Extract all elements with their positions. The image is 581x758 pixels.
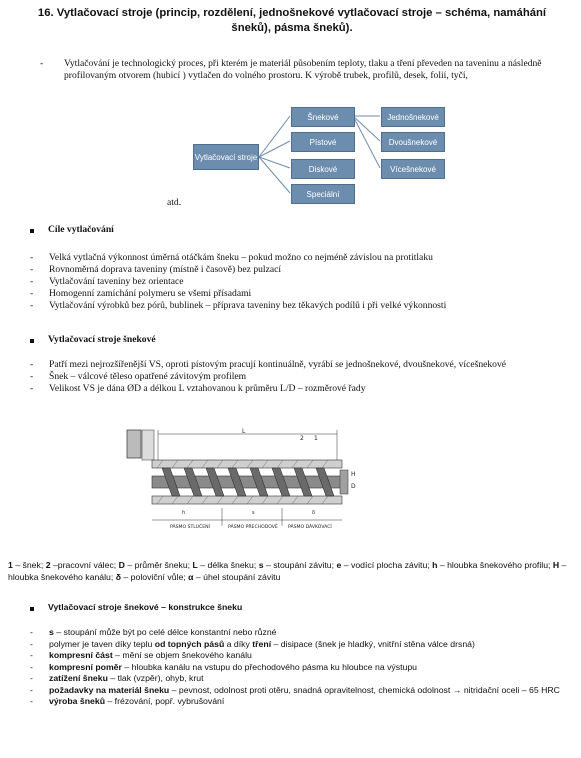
bold-term: kompresní poměr	[49, 661, 122, 672]
section-heading-konstrukce: Vytlačovací stroje šnekové – konstrukce šneku	[48, 602, 243, 612]
intro-text: Vytlačování je technologický proces, při kterém je materiál působením teploty, tlaku a tření převeden na taveninu a následně profilovaným otvorem (hubicí ) vytlačen do volného prostoru. K výrobě trubek, profilů, desek, folií, tyčí,	[64, 58, 542, 81]
diagram-type-diskove: Diskové	[291, 159, 355, 179]
bold-term: tření	[252, 638, 272, 649]
etc-text: atd.	[167, 197, 182, 208]
list-item: - Velikost VS je dána ØD a délkou L vztahovanou k průměru L/D – rozměrové řady	[30, 383, 578, 395]
list-item: - Šnek – válcové těleso opatřené závitovým profilem	[30, 371, 578, 383]
screw-drawing	[122, 426, 362, 541]
text-run: – tlak (vzpěr), ohyb, krut	[107, 673, 204, 683]
bold-term: od topných pásů	[154, 638, 225, 649]
diagram-subtype-dvousnekove: Dvoušnekové	[381, 132, 445, 152]
bullet-square	[30, 339, 34, 343]
list-item: - Vytlačování výrobků bez pórů, bublinek – příprava taveniny bez těkavých podílů i při velké výkonnosti	[30, 300, 575, 312]
page-title: 16. Vytlačovací stroje (princip, rozdělení, jednošnekové vytlačovací stroje – schéma, namáhání šneků), pásma šneků).	[37, 7, 547, 34]
text-run: – stoupání závitu;	[263, 560, 337, 570]
bold-term: δ	[115, 571, 121, 582]
figure-caption	[8, 560, 573, 583]
list-item: - Homogenní zamíchání polymeru se všemi přísadami	[30, 288, 575, 300]
label-delta: δ	[312, 510, 316, 516]
text-run: – frézování, popř. vybrušování	[105, 696, 225, 706]
list-item: - Rovnoměrná doprava taveniny (místně i časově) bez pulzací	[30, 264, 575, 276]
list-item	[30, 685, 575, 697]
list-dash: -	[40, 58, 44, 69]
text-run: – vodící plocha závitu;	[341, 560, 433, 570]
label-h-lower: h	[182, 510, 186, 516]
text-run: – hloubka šnekového profilu;	[437, 560, 553, 570]
extruder-classification-diagram	[0, 100, 581, 210]
bold-term: e	[336, 560, 342, 570]
diagram-root-box: Vytlačovací stroje	[193, 144, 259, 170]
bold-term: s	[258, 560, 264, 570]
intro-paragraph	[40, 58, 570, 82]
text-run: – disipace (šnek je hladký, vnitřní stěna válce drsná)	[271, 638, 475, 649]
text-run: – stoupání může být po celé délce konstantní nebo různé	[53, 627, 277, 637]
text-run: – délka šneku;	[197, 560, 259, 570]
bold-term: 1	[8, 560, 13, 570]
bold-term: zatížení šneku	[49, 673, 108, 683]
section-heading-ciele: Cíle vytlačování	[48, 224, 114, 235]
list-item: - Vytlačování taveniny bez orientace	[30, 276, 575, 288]
list-item	[30, 696, 575, 708]
diagram-subtype-jednosnekove: Jednošnekové	[381, 107, 445, 127]
text-run: – šnek;	[12, 560, 46, 570]
goals-list	[30, 252, 575, 312]
label-d: D	[351, 483, 356, 490]
screw-construction-list	[30, 627, 575, 708]
text-run: – poloviční vůle;	[121, 571, 189, 582]
dimension-label-l: L	[242, 428, 246, 435]
screw-extruder-list	[30, 359, 578, 395]
bold-term: α	[188, 571, 194, 582]
text-run: a díky	[224, 638, 253, 649]
bold-term: požadavky na materiál šneku	[49, 684, 170, 695]
label-2: 2	[300, 435, 304, 442]
diagram-type-specialni: Speciální	[291, 184, 355, 204]
text-run: polymer je taven díky teplu	[49, 638, 155, 649]
zone-transition: PÁSMO PŘECHODOVÉ	[228, 525, 278, 530]
zone-metering: PÁSMO DÁVKOVACÍ	[288, 525, 332, 530]
diagram-type-pistove: Pístové	[291, 132, 355, 152]
label-s: s	[252, 510, 255, 516]
bold-term: H	[552, 560, 560, 570]
list-item	[30, 662, 575, 674]
list-item	[30, 639, 575, 651]
text-run: – pevnost, odolnost proti otěru, snadná opravitelnost, chemická odolnost → nitridační oceli – 65 HRC	[169, 684, 560, 695]
diagram-subtype-vicesnekove: Vícešnekové	[381, 159, 445, 179]
label-1: 1	[314, 435, 318, 442]
list-item	[30, 627, 575, 639]
bold-term: D	[118, 560, 125, 570]
bold-term: h	[432, 560, 438, 570]
list-item: - Patří mezi nejrozšířenější VS, oproti pístovým pracují kontinuálně, vyrábí se jednošnekové, dvoušnekové, vícešnekové	[30, 359, 578, 371]
diagram-type-snekove: Šnekové	[291, 107, 355, 127]
list-item	[30, 650, 575, 662]
section-heading-snekove: Vytlačovací stroje šnekové	[48, 334, 156, 345]
bullet-square	[30, 607, 34, 611]
label-h-upper: H	[351, 471, 356, 478]
bold-term: s	[49, 627, 54, 637]
list-item: - Velká vytlačná výkonnost úměrná otáčkám šneku – pokud možno co nejméně závislou na protitlaku	[30, 252, 575, 264]
text-run: –pracovní válec;	[50, 560, 119, 570]
bold-term: L	[192, 560, 198, 570]
bold-term: 2	[45, 560, 51, 570]
text-run: – úhel stoupání závitu	[193, 571, 281, 582]
bold-term: kompresní část	[49, 650, 113, 660]
text-run: – hloubka kanálu na vstupu do přechodového pásma ku hloubce na výstupu	[121, 661, 418, 672]
text-run: – hloubka šnekového kanálu;	[8, 560, 567, 582]
zone-feed: PÁSMO STLUČENÍ	[170, 525, 210, 530]
list-item	[30, 673, 575, 685]
text-run: – průměr šneku;	[124, 560, 193, 570]
text-run: – mění se objem šnekového kanálu	[112, 650, 252, 660]
bullet-square	[30, 229, 34, 233]
bold-term: výroba šneků	[49, 696, 106, 706]
screw-schematic-figure	[122, 426, 362, 541]
